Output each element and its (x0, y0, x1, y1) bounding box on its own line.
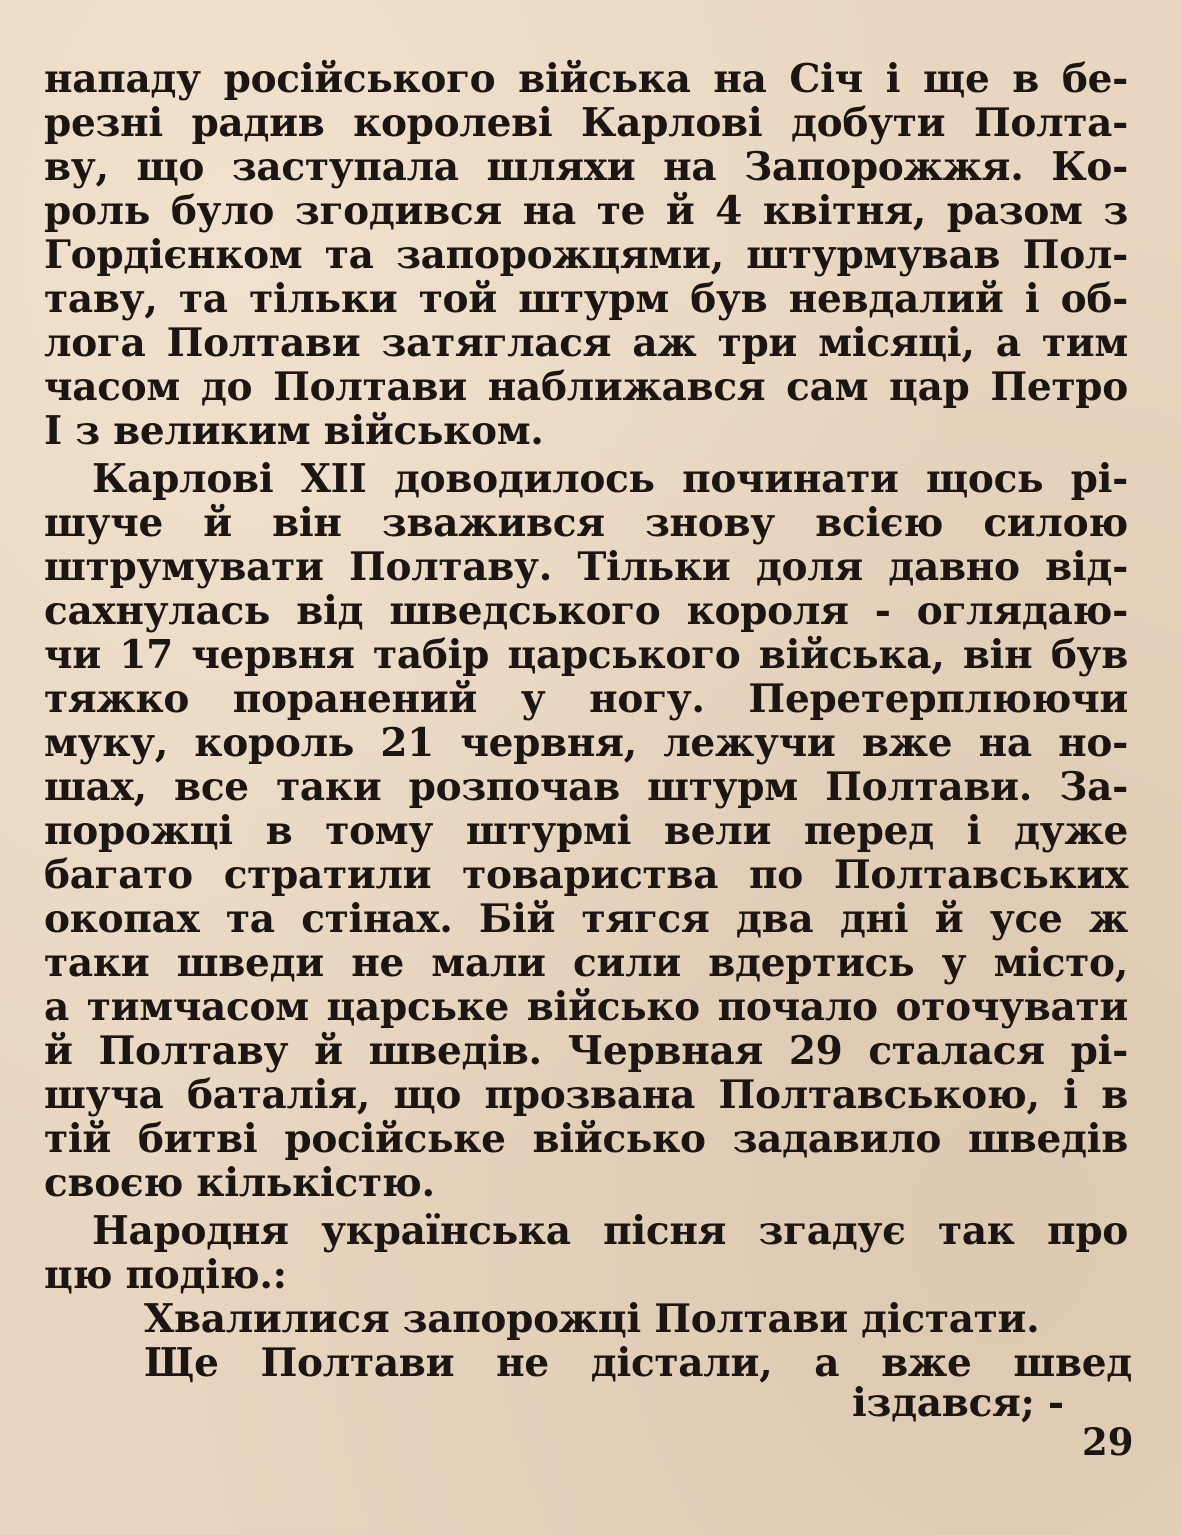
paragraph-1-line-2: резні радив королеві Карлові добути Полта- (44, 100, 1128, 146)
verse-line-3: іздався; - (852, 1380, 1064, 1426)
paragraph-1-line-3: ву, що заступала шляхи на Запорожжя. Ко- (44, 144, 1128, 190)
paragraph-2-line-4: сахнулась від шведського короля - оглядаю- (44, 588, 1128, 634)
paragraph-2-line-14: й Полтаву й шведів. Червная 29 сталася рі- (44, 1028, 1128, 1074)
paragraph-1-line-5: Гордієнком та запорожцями, штурмував Пол- (44, 232, 1128, 278)
paragraph-1-line-4: роль було згодився на те й 4 квітня, разом з (44, 188, 1128, 234)
paragraph-2-line-6: тяжко поранений у ногу. Перетерплюючи (44, 676, 1128, 722)
paragraph-1-line-6: таву, та тільки той штурм був невдалий і об- (44, 276, 1128, 322)
paragraph-1-line-1: нападу російського війська на Січ і ще в бе- (44, 56, 1128, 102)
paragraph-3-line-2: цю подію.: (44, 1252, 287, 1298)
paragraph-2-line-7: муку, король 21 червня, лежучи вже на но- (44, 720, 1128, 766)
paragraph-2-line-15: шуча баталія, що прозвана Полтавською, і в (44, 1072, 1128, 1118)
paragraph-2-line-8: шах, все таки розпочав штурм Полтави. За- (44, 764, 1128, 810)
page-number: 29 (1082, 1420, 1134, 1464)
paragraph-1-line-8: часом до Полтави наближався сам цар Петро (44, 364, 1128, 410)
paragraph-3-line-1: Народня українська пісня згадує так про (92, 1208, 1128, 1254)
verse-line-1: Хвалилися запорожці Полтави дістати. (144, 1296, 1040, 1342)
paragraph-2-line-11: окопах та стінах. Бій тягся два дні й усе ж (44, 896, 1128, 942)
paragraph-2-line-3: штрумувати Полтаву. Тільки доля давно від- (44, 544, 1128, 590)
paragraph-2-line-13: а тимчасом царське військо почало оточувати (44, 984, 1128, 1030)
paragraph-1-line-7: лога Полтави затяглася аж три місяці, а тим (44, 320, 1128, 366)
paragraph-2-line-1: Карлові XII доводилось починати щось рі- (92, 456, 1128, 502)
paragraph-2-line-16: тій битві російське військо задавило шведів (44, 1116, 1128, 1162)
paragraph-2-line-2: шуче й він зважився знову всією силою (44, 500, 1128, 546)
paragraph-2-line-12: таки шведи не мали сили вдертись у місто, (44, 940, 1128, 986)
paragraph-2-line-17: своєю кількістю. (44, 1160, 435, 1206)
paragraph-2-line-9: порожці в тому штурмі вели перед і дуже (44, 808, 1128, 854)
verse-line-2: Ще Полтави не дістали, а вже швед (144, 1340, 1132, 1386)
paragraph-2-line-10: багато стратили товариства по Полтавських (44, 852, 1128, 898)
paragraph-1-line-9: I з великим військом. (44, 408, 544, 454)
paragraph-2-line-5: чи 17 червня табір царського війська, він був (44, 632, 1128, 678)
